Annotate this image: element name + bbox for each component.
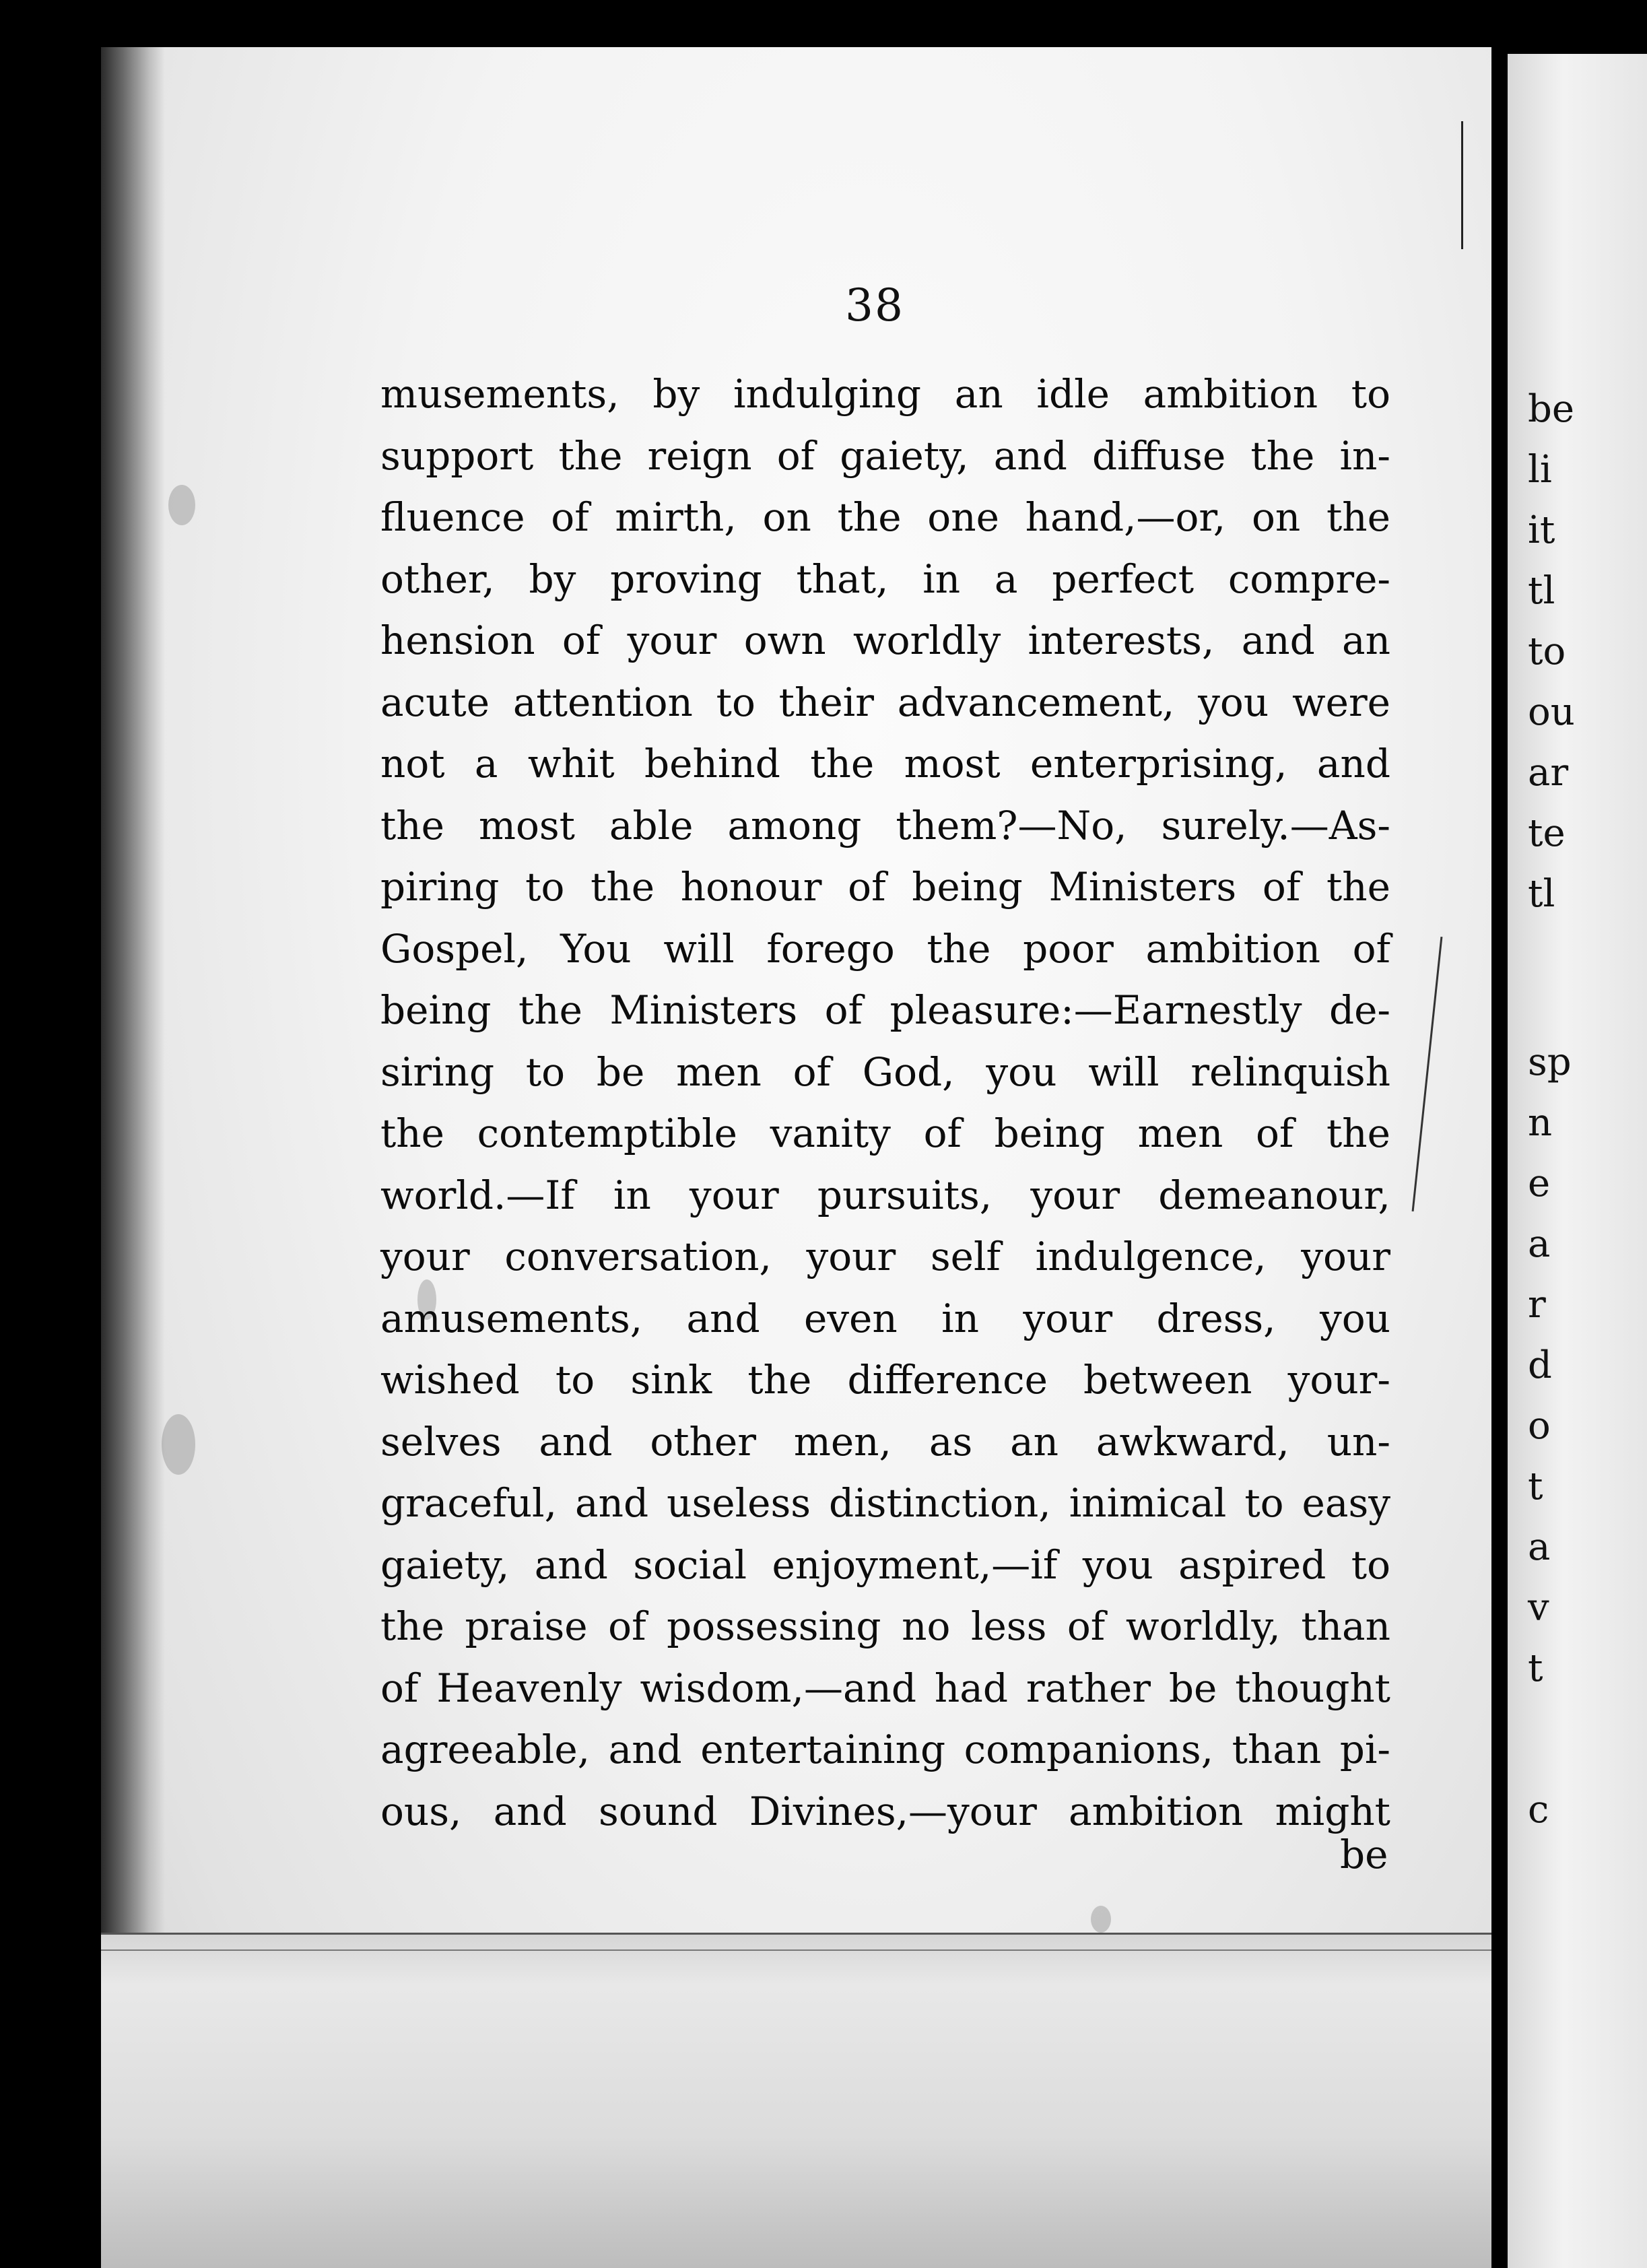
facing-line-fragment: to [1528, 630, 1566, 673]
scan-speck [1091, 1906, 1111, 1933]
facing-line-fragment: tl [1528, 872, 1555, 916]
text-line: piring to the honour of being Ministers of the [380, 864, 1390, 910]
text-line: of Heavenly wisdom,—and had rather be thought [380, 1665, 1390, 1711]
text-line: agreeable, and entertaining companions, than pi- [380, 1727, 1390, 1772]
facing-line-fragment: it [1528, 508, 1555, 552]
text-line: graceful, and useless distinction, inimical to easy [380, 1480, 1390, 1526]
text-line: the most able among them?—No, surely.—As- [380, 802, 1390, 848]
facing-line-fragment: t [1528, 1465, 1543, 1508]
facing-line-fragment: ar [1528, 751, 1569, 795]
facing-line-fragment: ou [1528, 690, 1575, 734]
facing-line-fragment: o [1528, 1404, 1551, 1448]
page-number: 38 [845, 279, 904, 331]
catchword: be [1340, 1832, 1388, 1877]
text-line: being the Ministers of pleasure:—Earnestly de- [380, 987, 1390, 1033]
text-line: your conversation, your self indulgence, your [380, 1234, 1390, 1279]
facing-line-fragment: d [1528, 1343, 1552, 1387]
facing-line-fragment: a [1528, 1222, 1551, 1266]
gutter [1491, 0, 1508, 2268]
text-line: amusements, and even in your dress, you [380, 1295, 1390, 1341]
text-line: other, by proving that, in a perfect compre- [380, 556, 1390, 602]
text-line: gaiety, and social enjoyment,—if you aspired to [380, 1541, 1390, 1588]
text-line: Gospel, You will forego the poor ambition of [380, 925, 1390, 972]
text-line: siring to be men of God, you will relinquish [380, 1048, 1390, 1095]
text-line: ous, and sound Divines,—your ambition might [380, 1788, 1390, 1834]
text-line: hension of your own worldly interests, and an [380, 618, 1390, 663]
facing-line-fragment: be [1528, 387, 1574, 431]
body-text [380, 364, 1390, 1842]
facing-line-fragment: e [1528, 1162, 1551, 1205]
facing-line-fragment: sp [1528, 1040, 1572, 1084]
text-line: fluence of mirth, on the one hand,—or, on the [380, 494, 1390, 540]
text-line: the contemptible vanity of being men of the [380, 1110, 1390, 1156]
text-line: musements, by indulging an idle ambition to [380, 371, 1390, 417]
scan-bottom-margin [101, 1933, 1647, 2268]
text-line: world.—If in your pursuits, your demeanour, [380, 1172, 1390, 1218]
facing-line-fragment: tl [1528, 569, 1555, 613]
facing-line-fragment: a [1528, 1525, 1551, 1569]
facing-line-fragment: t [1528, 1646, 1543, 1690]
facing-line-fragment: li [1528, 448, 1552, 492]
margin-mark [1461, 121, 1463, 249]
facing-line-fragment: v [1528, 1586, 1549, 1630]
text-line: support the reign of gaiety, and diffuse the in- [380, 432, 1390, 479]
scan-speck [168, 485, 195, 525]
text-line: acute attention to their advancement, you were [380, 679, 1390, 725]
text-line: wished to sink the difference between your- [380, 1357, 1390, 1403]
facing-line-fragment: r [1528, 1283, 1546, 1327]
text-line: selves and other men, as an awkward, un- [380, 1418, 1390, 1465]
facing-line-fragment: te [1528, 811, 1566, 855]
facing-page [1508, 54, 1647, 2268]
text-line: the praise of possessing no less of worldly, than [380, 1603, 1390, 1649]
facing-line-fragment: c [1528, 1788, 1549, 1832]
facing-line-fragment: n [1528, 1101, 1553, 1145]
scan-speck [162, 1414, 195, 1475]
text-line: not a whit behind the most enterprising, and [380, 741, 1390, 787]
